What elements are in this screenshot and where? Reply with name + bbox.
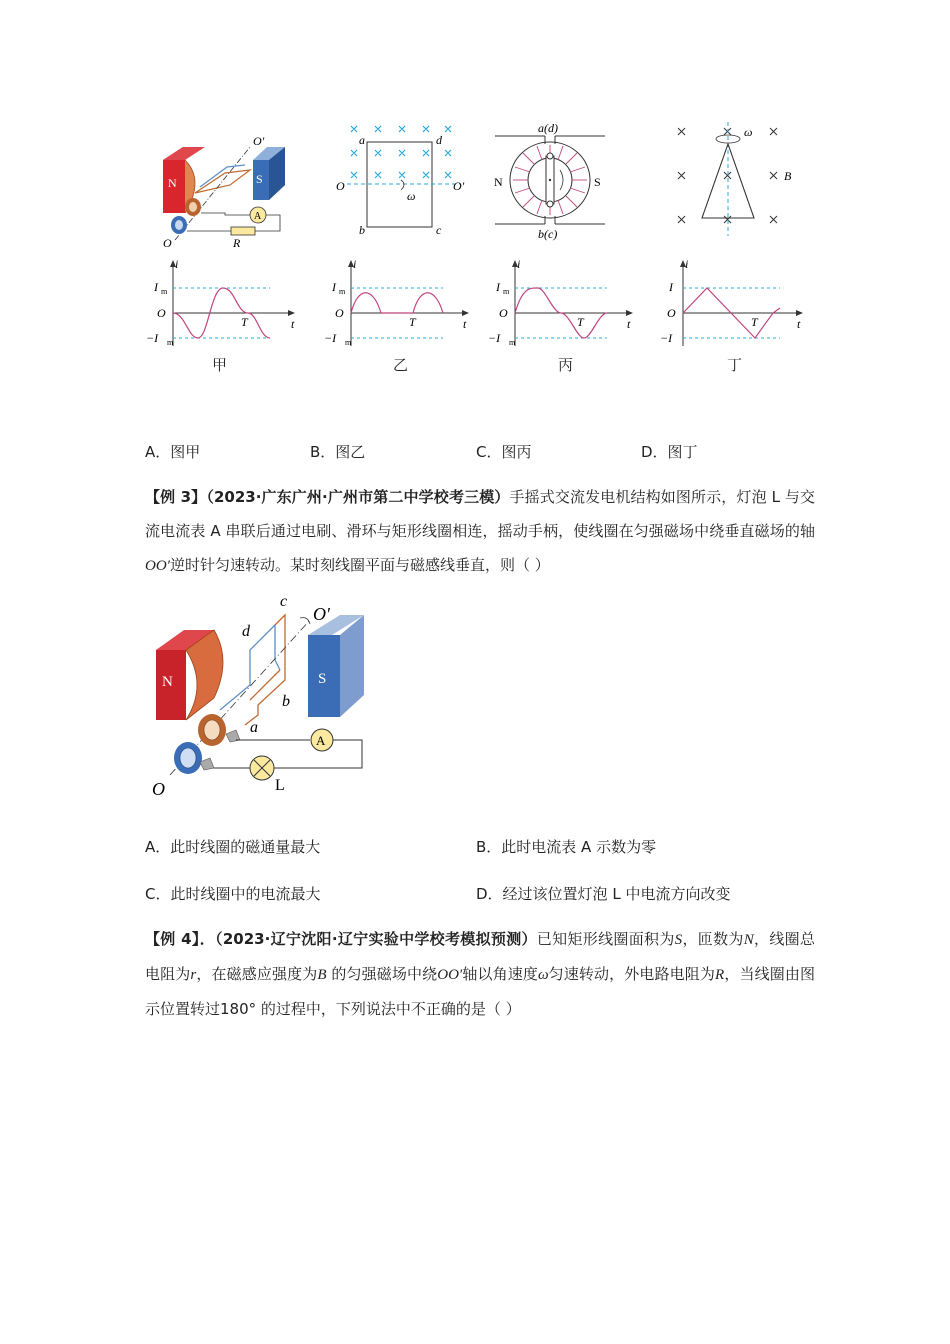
jia-r-label: R — [233, 236, 241, 250]
graph-jia-neg-im: −I — [146, 331, 159, 345]
yi-a-label: a — [359, 133, 365, 147]
graph-bing — [487, 258, 642, 350]
graph-bing-neg-im-sub: m — [509, 338, 516, 347]
yi-oprime-label: O′ — [453, 179, 465, 193]
q3-generator-figure — [150, 590, 370, 800]
q3-oprime-label: O′ — [313, 604, 330, 624]
q4-t2: ，匝数为 — [682, 930, 744, 948]
q2-option-c[interactable]: C．图丙 — [476, 443, 532, 461]
yi-omega-label: ω — [407, 189, 416, 203]
graph-jia-o: O — [157, 306, 166, 320]
q3-option-c[interactable]: C．此时线圈中的电流最大 — [145, 885, 321, 903]
yi-b-label: b — [359, 223, 365, 237]
jia-n-label: N — [168, 176, 177, 190]
graph-yi — [323, 258, 478, 350]
q4-t5: 的匀强磁场中绕 — [326, 965, 438, 983]
q4-stem — [145, 922, 815, 1026]
graph-yi-t: t — [463, 317, 467, 331]
q3-lamp-label: L — [275, 777, 285, 794]
bing-bc-label: b(c) — [538, 227, 558, 241]
q4-S: S — [674, 932, 683, 948]
bing-n-label: N — [494, 175, 503, 189]
graph-bing-T: T — [577, 315, 584, 329]
bing-ad-label: a(d) — [538, 121, 558, 135]
graph-yi-neg-im: −I — [324, 331, 337, 345]
q3-option-b[interactable]: B．此时电流表 A 示数为零 — [476, 838, 657, 856]
graph-bing-neg-im: −I — [488, 331, 501, 345]
ding-omega-label: ω — [744, 125, 753, 139]
graph-yi-o: O — [335, 306, 344, 320]
jia-s-label: S — [256, 172, 263, 186]
caption-ding: 丁 — [727, 356, 743, 374]
graph-jia-im-sub: m — [161, 287, 168, 296]
q2-option-a[interactable]: A．图甲 — [145, 443, 201, 461]
graph-ding-neg-i: −I — [660, 331, 673, 345]
figure-ding-triangle — [670, 122, 800, 237]
graph-ding-t: t — [797, 317, 801, 331]
q4-axis: OO′ — [437, 967, 463, 983]
jia-ammeter-label: A — [254, 211, 262, 222]
bing-s-label: S — [594, 175, 601, 189]
figure-bing-radial-field — [490, 118, 610, 243]
q4-N: N — [743, 932, 754, 948]
figure-yi-coil — [335, 122, 475, 242]
graph-ding-i: i — [685, 258, 689, 271]
graph-yi-T: T — [409, 315, 416, 329]
graph-yi-im-sub: m — [339, 287, 346, 296]
graph-yi-im: I — [332, 280, 336, 294]
q4-R: R — [715, 967, 725, 983]
q3-n-label: N — [162, 674, 173, 690]
graph-jia-i: i — [175, 258, 179, 271]
q4-t4: ，在磁感应强度为 — [196, 965, 318, 983]
jia-o-label: O — [163, 236, 172, 250]
q4-t9: 的过程中，下列说法中不正确的是（ ） — [256, 1000, 521, 1018]
graph-ding-i-max: I — [669, 280, 673, 294]
graph-yi-i: i — [353, 258, 357, 271]
graph-bing-t: t — [627, 317, 631, 331]
q4-t1: 已知矩形线圈面积为 — [536, 930, 675, 948]
graph-ding-o: O — [667, 306, 676, 320]
graph-bing-im-sub: m — [503, 287, 510, 296]
yi-o-label: O — [336, 179, 345, 193]
q2-option-d[interactable]: D．图丁 — [641, 443, 698, 461]
q3-option-a[interactable]: A．此时线圈的磁通量最大 — [145, 838, 321, 856]
graph-ding-T: T — [751, 315, 758, 329]
graph-jia-t: t — [291, 317, 295, 331]
q3-c-label: c — [280, 593, 288, 610]
graph-jia-im: I — [154, 280, 158, 294]
graph-bing-im: I — [496, 280, 500, 294]
yi-d-label: d — [436, 133, 442, 147]
graph-yi-neg-im-sub: m — [345, 338, 352, 347]
graph-jia — [145, 258, 300, 350]
q4-source: （2023·辽宁沈阳·辽宁实验中学校考模拟预测） — [215, 930, 537, 948]
q3-stem — [145, 480, 815, 583]
q3-ammeter-label: A — [316, 733, 326, 748]
q3-option-d[interactable]: D．经过该位置灯泡 L 中电流方向改变 — [476, 885, 731, 903]
q4-B: B — [317, 967, 327, 983]
caption-yi: 乙 — [393, 356, 409, 374]
q3-a-label: a — [250, 719, 258, 736]
q3-source: （2023·广东广州·广州市第二中学校考三模） — [206, 488, 510, 506]
ding-b-label: B — [784, 169, 792, 183]
q4-t7: 匀速转动，外电路电阻为 — [548, 965, 716, 983]
figure-jia-generator — [155, 125, 305, 255]
graph-bing-i: i — [517, 258, 521, 271]
caption-bing: 丙 — [558, 356, 574, 374]
graph-bing-o: O — [499, 306, 508, 320]
q3-o-label: O — [152, 779, 165, 799]
q4-t8: ，当线圈由图示位置转过 — [145, 965, 815, 1018]
q3-d-label: d — [242, 623, 250, 640]
q3-b-label: b — [282, 693, 290, 710]
q3-text-1: 手摇式交流发电机结构如图所示，灯泡 L 与交流电流表 A 串联后通过电刷、滑环与矩形线圈相连，摇动手柄，使线圈在匀强磁场中绕垂直磁场的轴 — [145, 488, 815, 540]
q3-tag: 【例 3】 — [145, 488, 207, 506]
q4-tag: 【例 4】． — [145, 930, 216, 948]
q4-r: r — [190, 967, 197, 983]
graph-ding — [655, 258, 810, 350]
graph-jia-neg-im-sub: m — [167, 338, 174, 347]
jia-oprime-label: O′ — [253, 134, 265, 148]
q4-angle: 180° — [220, 1000, 257, 1018]
q3-s-label: S — [318, 671, 327, 687]
caption-jia: 甲 — [212, 356, 228, 374]
yi-c-label: c — [436, 223, 442, 237]
graph-jia-T: T — [241, 315, 248, 329]
q3-text-2: 逆时针匀速转动。某时刻线圈平面与磁感线垂直，则（ ） — [169, 556, 550, 574]
q4-t6: 轴以角速度 — [462, 965, 538, 983]
q2-option-b[interactable]: B．图乙 — [310, 443, 366, 461]
q4-t3: ，线圈总电阻为 — [145, 930, 815, 983]
q3-axis: OO′ — [145, 558, 170, 574]
q4-omega: ω — [537, 967, 549, 983]
